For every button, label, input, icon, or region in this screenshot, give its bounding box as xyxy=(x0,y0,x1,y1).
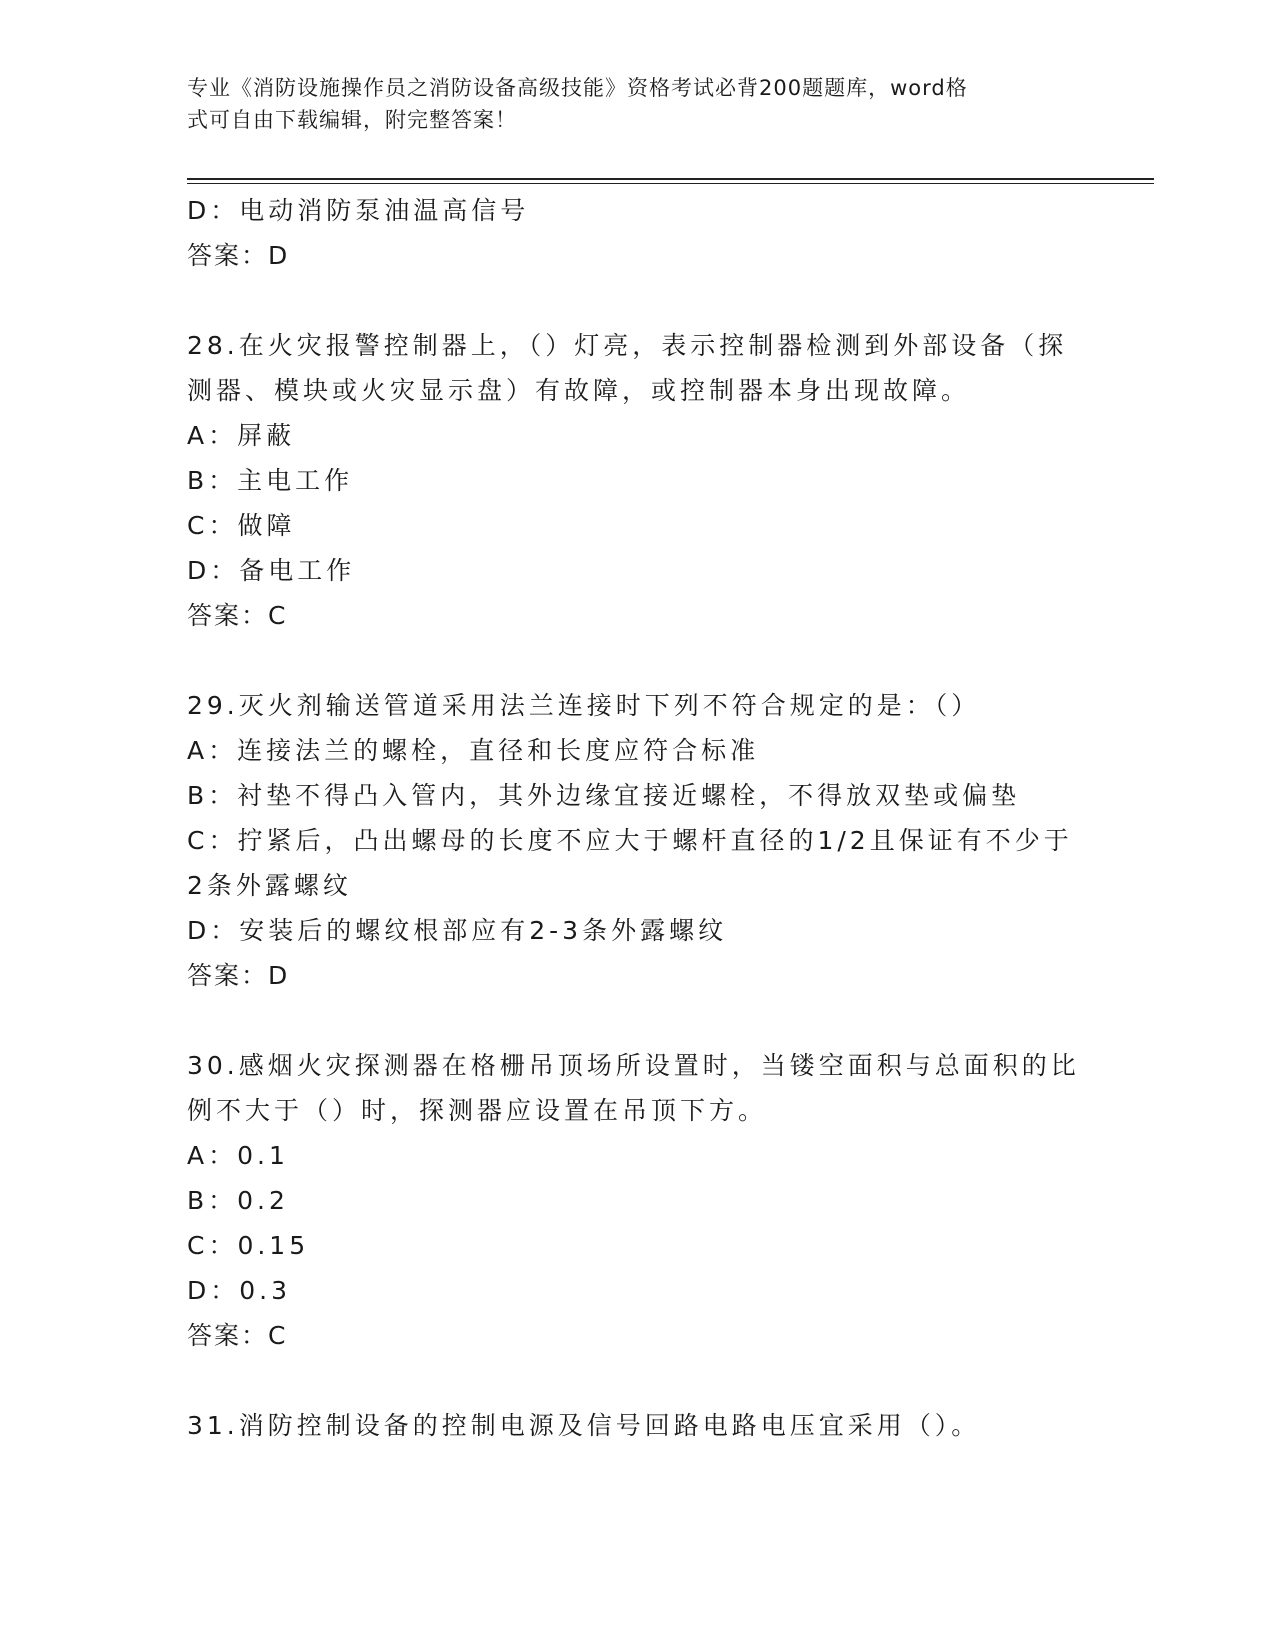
answer-line: 答案：D xyxy=(187,241,290,270)
answer-line: 答案：D xyxy=(187,961,290,990)
question-28 xyxy=(187,323,1087,638)
option-a: A：屏蔽 xyxy=(187,421,296,450)
question-30 xyxy=(187,1043,1087,1358)
question-stem: 30.感烟火灾探测器在格栅吊顶场所设置时，当镂空面积与总面积的比 xyxy=(187,1051,1080,1080)
answer-line: 答案：C xyxy=(187,601,288,630)
option-c: C：拧紧后，凸出螺母的长度不应大于螺杆直径的1/2且保证有不少于 xyxy=(187,826,1073,855)
option-d: D：电动消防泵油温高信号 xyxy=(187,196,530,225)
option-b: B：0.2 xyxy=(187,1186,289,1215)
question-stem: 31.消防控制设备的控制电源及信号回路电路电压宜采用（）。 xyxy=(187,1411,981,1440)
answer-line: 答案：C xyxy=(187,1321,288,1350)
option-b: B：衬垫不得凸入管内，其外边缘宜接近螺栓，不得放双垫或偏垫 xyxy=(187,781,1021,810)
option-a: A：连接法兰的螺栓，直径和长度应符合标准 xyxy=(187,736,760,765)
header-divider-thick xyxy=(187,178,1154,180)
option-d: D：备电工作 xyxy=(187,556,356,585)
header-line-1: 专业《消防设施操作员之消防设备高级技能》资格考试必背200题题库，word格 xyxy=(187,76,968,100)
question-31 xyxy=(187,1403,1087,1448)
option-d: D：0.3 xyxy=(187,1276,292,1305)
question-list xyxy=(187,188,1087,1448)
question-stem: 测器、模块或火灾显示盘）有故障，或控制器本身出现故障。 xyxy=(187,376,971,405)
option-a: A：0.1 xyxy=(187,1141,289,1170)
option-c: C：做障 xyxy=(187,511,296,540)
option-b: B：主电工作 xyxy=(187,466,354,495)
option-d: D：安装后的螺纹根部应有2-3条外露螺纹 xyxy=(187,916,728,945)
header-divider-thin xyxy=(187,183,1154,184)
question-stem: 例不大于（）时，探测器应设置在吊顶下方。 xyxy=(187,1096,768,1125)
option-c: C：0.15 xyxy=(187,1231,310,1260)
document-header xyxy=(187,72,1067,136)
question-stem: 29.灭火剂输送管道采用法兰连接时下列不符合规定的是：（） xyxy=(187,691,981,720)
option-c-continued: 2条外露螺纹 xyxy=(187,871,352,900)
question-29 xyxy=(187,683,1087,998)
question-stem: 28.在火灾报警控制器上，（）灯亮，表示控制器检测到外部设备（探 xyxy=(187,331,1068,360)
question-27-tail xyxy=(187,188,1087,278)
header-line-2: 式可自由下载编辑，附完整答案！ xyxy=(187,108,517,132)
